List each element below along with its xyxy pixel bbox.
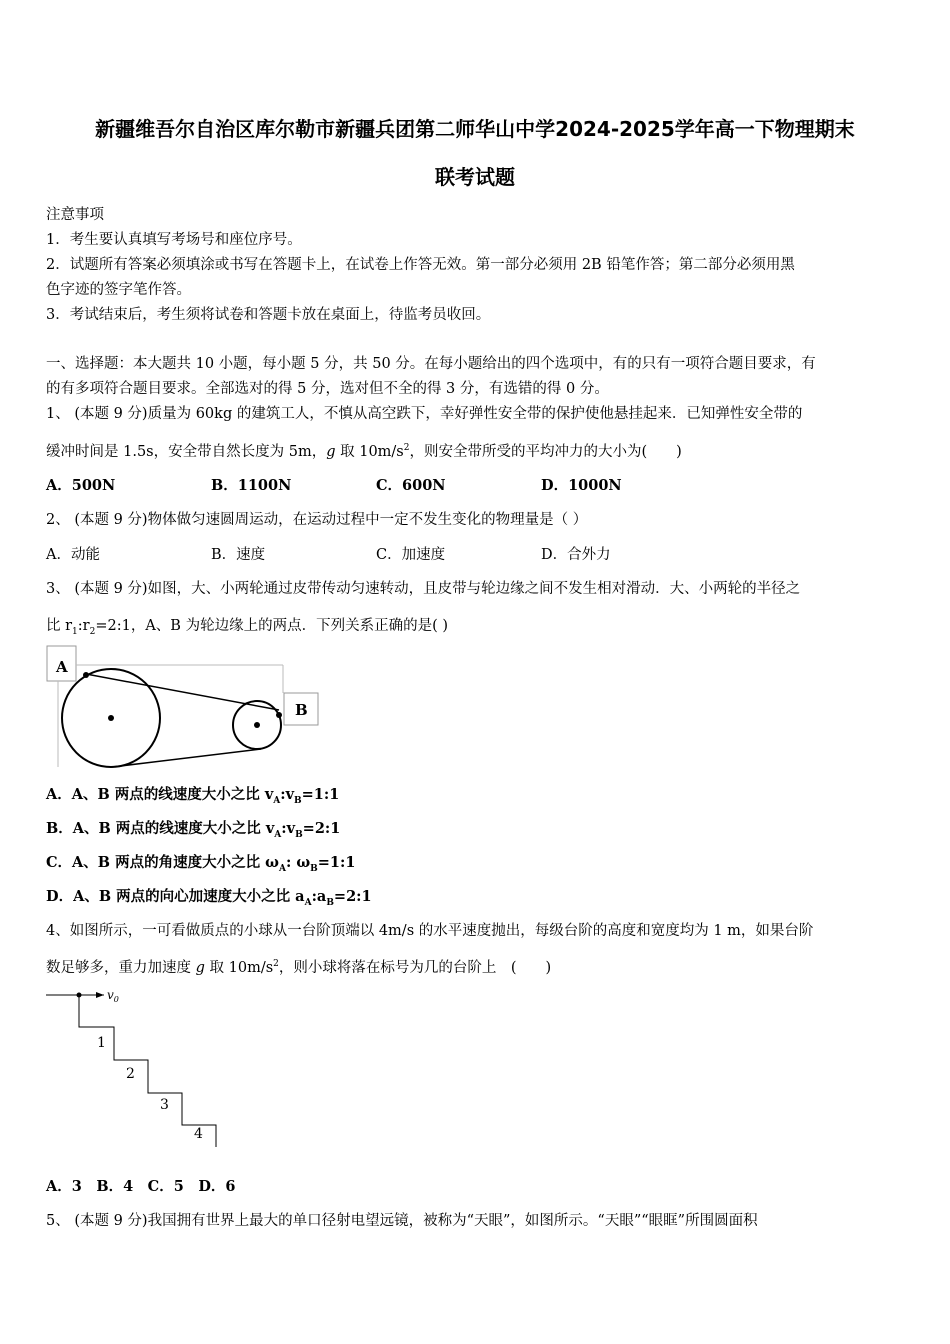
q3-option-d-sub2: B	[326, 897, 334, 908]
q3-option-c-mid: : ω	[285, 854, 311, 871]
q3-option-b-sub2: B	[295, 829, 303, 840]
point-b	[276, 712, 282, 718]
q3-option-a-sub1: A	[273, 795, 281, 806]
q3-option-a-sub2: B	[294, 795, 302, 806]
stair-outline	[79, 995, 216, 1147]
q3-option-d	[46, 885, 908, 908]
q1-option-b: B．1100N	[211, 477, 292, 494]
label-a: A	[56, 658, 68, 676]
q2-option-c: C．加速度	[376, 547, 446, 563]
q3-option-a	[46, 783, 908, 806]
step-label-1: 1	[97, 1035, 106, 1051]
q3-option-c-end: =1:1	[317, 854, 356, 871]
q1-stem-1: 1、 (本题 9 分)质量为 60kg 的建筑工人，不慎从高空跌下，幸好弹性安全带的保护使他悬挂起来．已知弹性安全带的	[46, 406, 803, 422]
q3-stem-2b: :r	[77, 618, 90, 634]
q4-stem-2b: 取 10m/s	[204, 960, 274, 976]
q4-g-symbol: g	[195, 960, 205, 976]
q1-option-a: A．500N	[46, 477, 116, 494]
q3-option-b-sub1: A	[274, 829, 282, 840]
q3-option-a-text: A．A、B 两点的线速度大小之比 v	[46, 786, 274, 803]
q3-option-a-mid: :v	[280, 786, 295, 803]
q3-option-d-end: =2:1	[333, 888, 372, 905]
step-label-4: 4	[194, 1126, 203, 1142]
q5-stem: 5、 (本题 9 分)我国拥有世界上最大的单口径射电望远镜，被称为“天眼”，如图所示。“天眼”“眼眶”所围圆面积	[46, 1213, 758, 1229]
pulley-belt-figure	[46, 645, 326, 770]
small-wheel-center	[254, 722, 260, 728]
q1-stem-2c: ，则安全带所受的平均冲力的大小为( )	[409, 444, 682, 460]
staircase-figure	[46, 985, 226, 1150]
q3-stem-2c: =2:1，A、B 为轮边缘上的两点．下列关系正确的是( )	[95, 618, 448, 634]
q1-option-c: C．600N	[376, 477, 446, 494]
q3-option-b-mid: :v	[281, 820, 296, 837]
q3-stem-2	[46, 614, 908, 637]
q4-options: A．3 B．4 C．5 D．6	[46, 1178, 236, 1195]
section1-intro-1: 一、选择题：本大题共 10 小题，每小题 5 分，共 50 分。在每小题给出的四个选项中，有的只有一项符合题目要求，有	[46, 356, 816, 372]
section1-intro-2: 的有多项符合题目要求。全部选对的得 5 分，选对但不全的得 3 分，有选错的得 0 分。	[46, 381, 609, 397]
belt-bottom	[112, 749, 261, 767]
q4-stem-1: 4、如图所示，一可看做质点的小球从一台阶顶端以 4m/s 的水平速度抛出，每级台阶的高度和宽度均为 1 m，如果台阶	[46, 923, 814, 939]
q3-stem-1: 3、 (本题 9 分)如图，大、小两轮通过皮带传动匀速转动，且皮带与轮边缘之间不发生相对滑动．大、小两轮的半径之	[46, 581, 801, 597]
step-label-3: 3	[160, 1097, 169, 1113]
q3-option-d-mid: :a	[311, 888, 327, 905]
label-b: B	[295, 701, 308, 719]
q3-option-c	[46, 851, 908, 874]
q1-stem-2b: 取 10m/s	[335, 444, 404, 460]
q3-option-d-sub1: A	[304, 897, 312, 908]
exam-title-line1: 新疆维吾尔自治区库尔勒市新疆兵团第二师华山中学2024-2025学年高一下物理期末	[95, 117, 855, 141]
large-wheel-center	[108, 715, 114, 721]
v0-label	[107, 988, 119, 1004]
v0-symbol: v	[107, 988, 114, 1002]
q3-option-a-end: =1:1	[301, 786, 340, 803]
q3-option-c-sub2: B	[310, 863, 318, 874]
q4-stem-2	[46, 956, 908, 977]
q4-sup: 2	[273, 959, 279, 970]
q3-option-d-text: D．A、B 两点的向心加速度大小之比 a	[46, 888, 305, 905]
q3-sub-2: 2	[89, 626, 96, 637]
q3-option-c-text: C．A、B 两点的角速度大小之比 ω	[46, 854, 279, 871]
q2-option-b: B．速度	[211, 547, 266, 563]
q4-stem-2a: 数足够多，重力加速度	[46, 960, 196, 976]
v0-subscript: 0	[113, 995, 119, 1004]
notice-heading: 注意事项	[46, 207, 104, 223]
q1-g-symbol: g	[326, 444, 336, 460]
q4-stem-2c: ，则小球将落在标号为几的台阶上 ( )	[278, 960, 552, 976]
point-a	[83, 672, 89, 678]
notice-item-1: 1．考生要认真填写考场号和座位序号。	[46, 232, 302, 248]
exam-title-line2: 联考试题	[435, 165, 515, 189]
q3-sub-1: 1	[72, 626, 78, 637]
notice-item-2-cont: 色字迹的签字笔作答。	[46, 282, 191, 298]
q3-option-c-sub1: A	[278, 863, 286, 874]
q1-sup: 2	[403, 443, 410, 454]
q2-option-d: D．合外力	[541, 547, 611, 563]
q2-option-a: A．动能	[46, 547, 100, 563]
q3-option-b	[46, 817, 908, 840]
velocity-arrow-head	[96, 992, 104, 998]
q2-options	[46, 543, 908, 564]
q1-stem-2	[46, 440, 908, 461]
notice-item-2: 2．试题所有答案必须填涂或书写在答题卡上，在试卷上作答无效。第一部分必须用 2B 铅笔作答；第二部分必须用黑	[46, 257, 795, 273]
q1-option-d: D．1000N	[541, 477, 622, 494]
q3-stem-2a: 比 r	[46, 618, 73, 634]
q3-option-b-text: B．A、B 两点的线速度大小之比 v	[46, 820, 275, 837]
notice-item-3: 3．考试结束后，考生须将试卷和答题卡放在桌面上，待监考员收回。	[46, 307, 491, 323]
q1-stem-2a: 缓冲时间是 1.5s，安全带自然长度为 5m，	[46, 444, 327, 460]
q3-option-b-end: =2:1	[302, 820, 341, 837]
step-label-2: 2	[126, 1066, 135, 1082]
q2-stem: 2、 (本题 9 分)物体做匀速圆周运动，在运动过程中一定不发生变化的物理量是（ ）	[46, 512, 588, 528]
q1-options	[46, 474, 908, 495]
belt-top	[86, 674, 279, 710]
